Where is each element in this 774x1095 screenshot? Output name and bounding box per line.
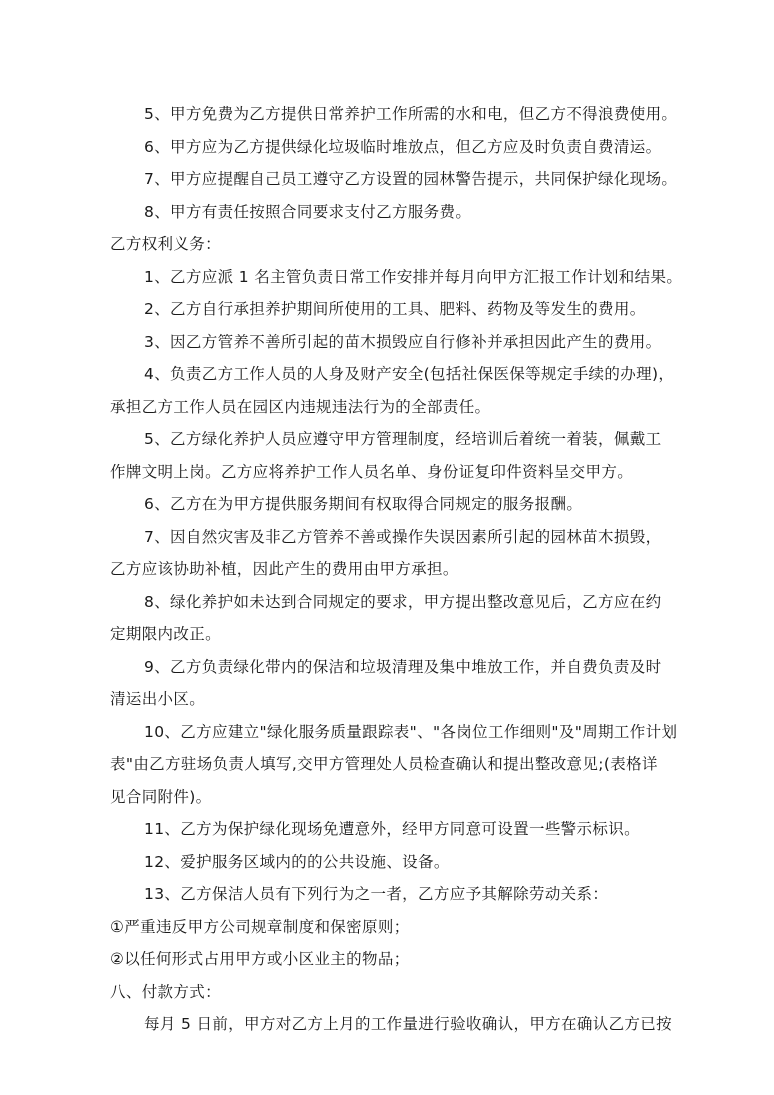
text-line: 9、乙方负责绿化带内的保洁和垃圾清理及集中堆放工作，并自费负责及时 bbox=[144, 657, 662, 676]
text-line: 3、因乙方管养不善所引起的苗木损毁应自行修补并承担因此产生的费用。 bbox=[144, 332, 662, 351]
text-line: ②以任何形式占用甲方或小区业主的物品； bbox=[110, 950, 410, 968]
text-line: 表"由乙方驻场负责人填写,交甲方管理处人员检查确认和提出整改意见;(表格详 bbox=[110, 755, 658, 773]
document-body bbox=[110, 98, 683, 1041]
text-line: 4、负责乙方工作人员的人身及财产安全(包括社保医保等规定手续的办理)， bbox=[144, 365, 675, 383]
text-line: 12、爱护服务区域内的的公共设施、设备。 bbox=[144, 852, 450, 871]
text-line: 定期限内改正。 bbox=[110, 625, 221, 643]
text-line: 2、乙方自行承担养护期间所使用的工具、肥料、药物及等发生的费用。 bbox=[144, 300, 646, 318]
text-line: 6、甲方应为乙方提供绿化垃圾临时堆放点，但乙方应及时负责自费清运。 bbox=[144, 137, 662, 156]
text-line: 见合同附件)。 bbox=[110, 787, 212, 806]
text-line: 5、甲方免费为乙方提供日常养护工作所需的水和电，但乙方不得浪费使用。 bbox=[144, 105, 678, 123]
text-line: 7、因自然灾害及非乙方管养不善或操作失误因素所引起的园林苗木损毁， bbox=[144, 527, 662, 546]
text-line: 作牌文明上岗。乙方应将养护工作人员名单、身份证复印件资料呈交甲方。 bbox=[110, 462, 634, 481]
section-heading: 八、付款方式： bbox=[110, 982, 221, 1001]
text-line: 6、乙方在为甲方提供服务期间有权取得合同规定的服务报酬。 bbox=[144, 495, 583, 513]
text-line: 每月 5 日前，甲方对乙方上月的工作量进行验收确认，甲方在确认乙方已按 bbox=[144, 1015, 672, 1033]
text-line: 10、乙方应建立"绿化服务质量跟踪表"、"各岗位工作细则"及"周期工作计划 bbox=[144, 722, 678, 741]
text-line: 11、乙方为保护绿化现场免遭意外，经甲方同意可设置一些警示标识。 bbox=[144, 820, 640, 838]
text-line: 5、乙方绿化养护人员应遵守甲方管理制度，经培训后着统一着装，佩戴工 bbox=[144, 430, 662, 448]
text-line: 清运出小区。 bbox=[110, 690, 206, 708]
section-heading: 乙方权利义务： bbox=[110, 235, 221, 253]
text-line: 13、乙方保洁人员有下列行为之一者，乙方应予其解除劳动关系： bbox=[144, 885, 609, 903]
text-line: 承担乙方工作人员在园区内违规违法行为的全部责任。 bbox=[110, 397, 491, 416]
text-line: 7、甲方应提醒自己员工遵守乙方设置的园林警告提示，共同保护绿化现场。 bbox=[144, 170, 678, 188]
text-line: 8、甲方有责任按照合同要求支付乙方服务费。 bbox=[144, 202, 472, 221]
text-line: 1、乙方应派 1 名主管负责日常工作安排并每月向甲方汇报工作计划和结果。 bbox=[144, 267, 683, 286]
text-line: 乙方应该协助补植，因此产生的费用由甲方承担。 bbox=[110, 560, 459, 578]
text-line: ①严重违反甲方公司规章制度和保密原则； bbox=[110, 917, 410, 936]
text-line: 8、绿化养护如未达到合同规定的要求，甲方提出整改意见后，乙方应在约 bbox=[144, 592, 662, 611]
